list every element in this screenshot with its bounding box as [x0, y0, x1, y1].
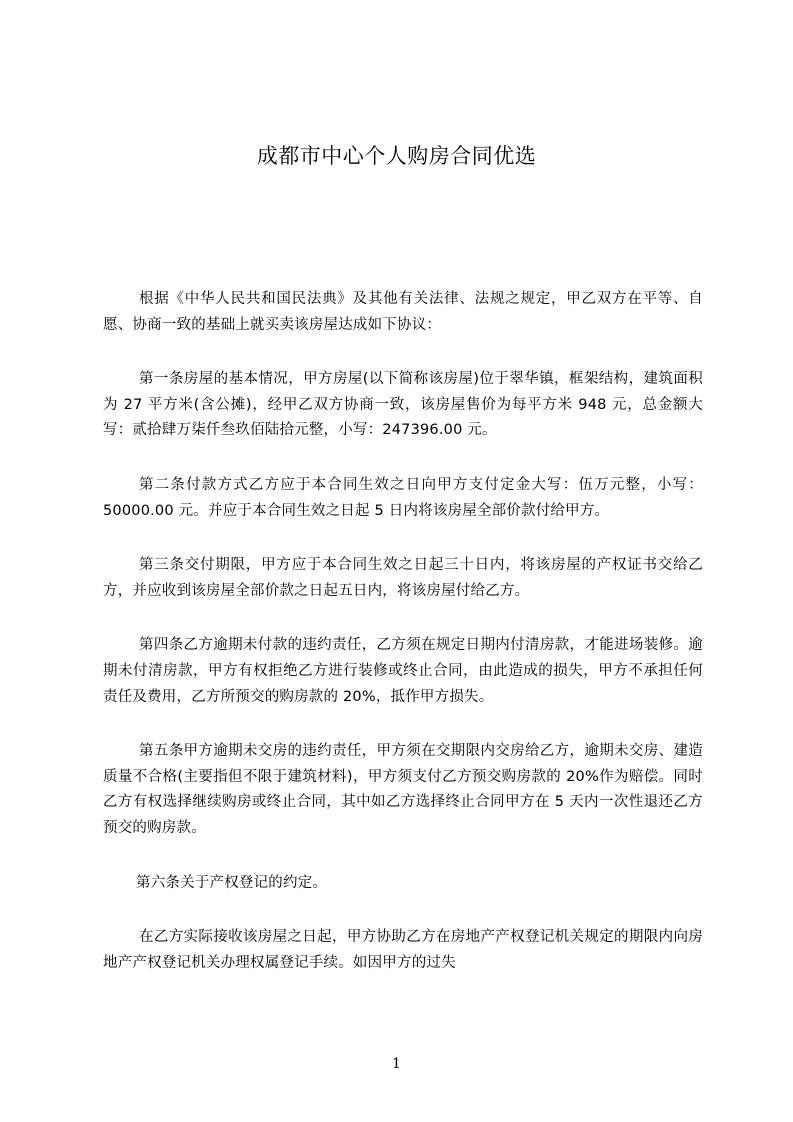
paragraph-article-2: 第二条付款方式乙方应于本合同生效之日向甲方支付定金大写：伍万元整，小写：50000.00 元。并应于本合同生效之日起 5 日内将该房屋全部价款付给甲方。: [103, 476, 703, 519]
paragraph-article-3: 第三条交付期限，甲方应于本合同生效之日起三十日内，将该房屋的产权证书交给乙方，并应收到该房屋全部价款之日起五日内，将该房屋付给乙方。: [103, 557, 703, 599]
paragraph-article-1: 第一条房屋的基本情况，甲方房屋(以下简称该房屋)位于翠华镇，框架结构，建筑面积为 27 平方米(含公摊)，经甲乙双方协商一致，该房屋售价为每平方米 948 元，总金额大写：贰拾肆万柒仟叁玖佰陆拾元整，小写：247396.00 元。: [103, 371, 703, 439]
document-title: 成都市中心个人购房合同优选: [256, 144, 537, 168]
paragraph-registration: 在乙方实际接收该房屋之日起，甲方协助乙方在房地产产权登记机关规定的期限内向房地产产权登记机关办理权属登记手续。如因甲方的过失: [103, 929, 703, 971]
document-body: [103, 287, 703, 1005]
page-number: 1: [392, 1056, 401, 1072]
paragraph-article-6: 第六条关于产权登记的约定。: [136, 874, 328, 891]
paragraph-article-4: 第四条乙方逾期未付款的违约责任，乙方须在规定日期内付清房款，才能进场装修。逾期未付清房款，甲方有权拒绝乙方进行装修或终止合同，由此造成的损失，甲方不承担任何责任及费用，乙方所预交的购房款的 20%，抵作甲方损失。: [103, 637, 703, 705]
paragraph-preamble: 根据《中华人民共和国民法典》及其他有关法律、法规之规定，甲乙双方在平等、自愿、协商一致的基础上就买卖该房屋达成如下协议：: [103, 291, 703, 333]
paragraph-article-5: 第五条甲方逾期未交房的违约责任，甲方须在交期限内交房给乙方，逾期未交房、建造质量不合格(主要指但不限于建筑材料)，甲方须支付乙方预交购房款的 20%作为赔偿。同时乙方有权选择继续购房或终止合同，其中如乙方选择终止合同甲方在 5 天内一次性退还乙方预交的购房款。: [103, 743, 703, 836]
